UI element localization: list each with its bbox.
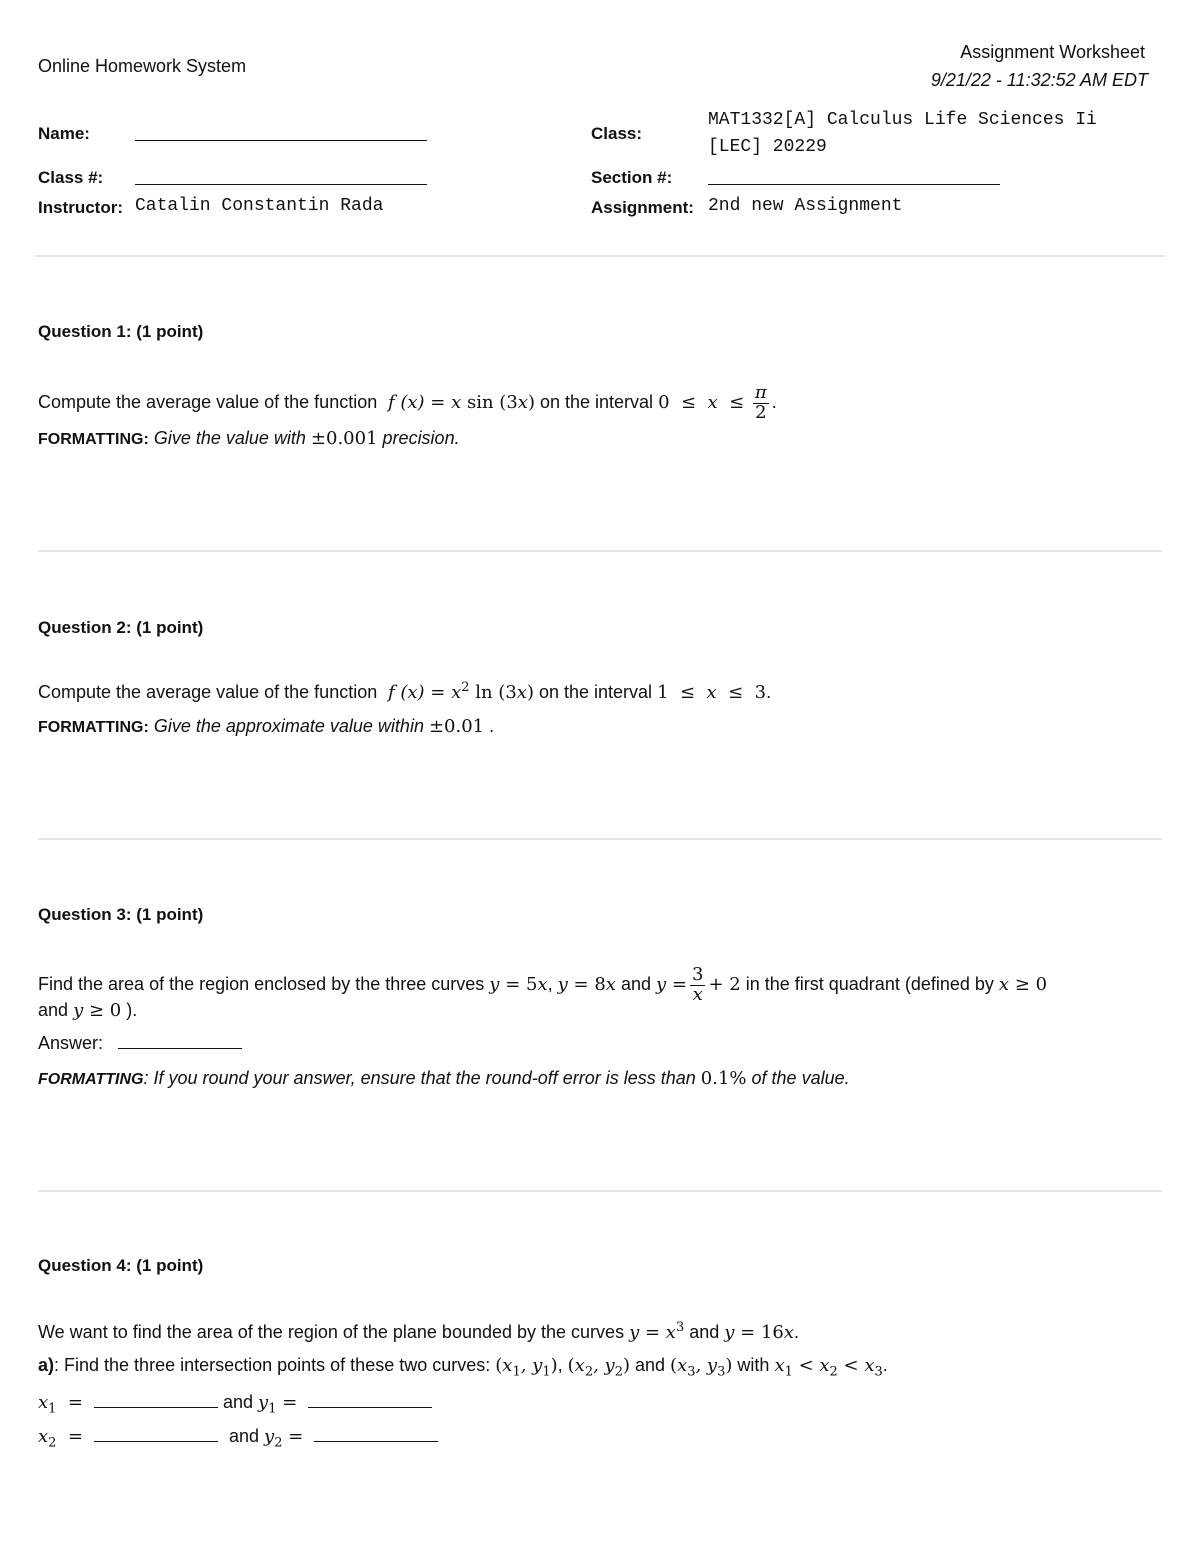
class-value-line1: MAT1332[A] Calculus Life Sciences Ii: [708, 110, 1097, 130]
question-2-prompt: Compute the average value of the function: [38, 682, 378, 702]
assignment-label: Assignment:: [591, 198, 694, 217]
worksheet-timestamp: 9/21/22 - 11:32:52 AM EDT: [930, 70, 1148, 90]
instructor-label: Instructor:: [38, 198, 123, 217]
question-3-formatting: [38, 1068, 850, 1089]
question-4-point-1: ($x_1$, $y_1$): [495, 1355, 558, 1380]
question-1-text: Compute the average value of the function f (x) = x sin (3x) on the interval 0 ≤ x ≤ $\frac{\pi}{2}$ .: [38, 381, 777, 423]
question-1-function-math: f (x) = x sin (3x): [382, 392, 535, 413]
question-3-heading: Question 3: (1 point): [38, 905, 204, 924]
question-4-part-a-and: and: [634, 1355, 666, 1375]
section-blank: [708, 172, 1000, 185]
question-4-point-2: ($x_2$, $y_2$): [567, 1355, 630, 1380]
question-4-and: and: [689, 1322, 720, 1342]
question-1-heading: Question 1: (1 point): [38, 322, 204, 341]
question-2-precision-math: ±0.01: [428, 716, 485, 737]
question-3-formatting-label: FORMATTING: [38, 1071, 144, 1088]
question-4-y1-blank[interactable]: [308, 1395, 432, 1408]
question-4-text: We want to find the area of the region of the plane bounded by the curves $y = x^3$ and y = 16x.: [38, 1320, 800, 1343]
name-blank: [135, 128, 427, 141]
question-4-curve-1: $y = x^3$: [629, 1320, 685, 1343]
question-divider-1: [38, 550, 1162, 552]
question-3-percent-math: 0.1%: [700, 1068, 747, 1089]
question-2-function-math: f $(x) = x^2$ ln (3x): [382, 680, 534, 703]
question-3-text-line2: [38, 1000, 137, 1021]
question-4-y1-label: $y_1$ =: [258, 1392, 298, 1417]
question-4-y2-label: $y_2$ =: [264, 1426, 304, 1451]
question-divider-2: [38, 838, 1162, 840]
question-2-formatting: FORMATTING: Give the approximate value within ±0.01 .: [38, 716, 495, 737]
question-3-x-condition: x ≥ 0: [998, 974, 1048, 995]
question-1-formatting-text: Give the value with: [153, 428, 306, 448]
class-value-line2: [LEC] 20229: [708, 137, 827, 157]
question-divider-3: [38, 1190, 1162, 1192]
question-1-formatting-end: precision.: [382, 428, 460, 448]
question-4-prompt: We want to find the area of the region of the plane bounded by the curves: [38, 1322, 625, 1342]
question-4-x2-blank[interactable]: [94, 1429, 218, 1442]
question-3-line2-and: and: [38, 1000, 69, 1020]
instructor-value: Catalin Constantin Rada: [135, 196, 384, 216]
question-4-part-a: a): Find the three intersection points of these two curves: ($x_1$, $y_1$), ($x_2$, $y_2$) and ($x_3$, $y_3$) with $x_1 < x_2 < x_3$.: [38, 1355, 888, 1380]
question-3-text: Find the area of the region enclosed by the three curves y = 5x, y = 8x and y = $\frac{3}{x}$ + 2 in the first quadrant (defined by x ≥ 0: [38, 963, 1048, 1005]
question-3-formatting-text: : If you round your answer, ensure that the round-off error is less than: [143, 1068, 696, 1088]
question-3-quadrant-text: in the first quadrant (defined by: [745, 974, 994, 994]
question-2-interval-text: on the interval: [538, 682, 653, 702]
section-label: Section #:: [591, 168, 673, 187]
class-number-label: Class #:: [38, 168, 104, 187]
question-4-part-a-text: : Find the three intersection points of these two curves:: [54, 1355, 491, 1375]
question-3-y-condition: y ≥ 0: [73, 1000, 122, 1021]
assignment-value: 2nd new Assignment: [708, 196, 903, 216]
question-3-prompt: Find the area of the region enclosed by the three curves: [38, 974, 485, 994]
question-3-curve-2: y = 8x: [557, 974, 616, 995]
name-label: Name:: [38, 124, 90, 143]
question-4-x1-label: $x_1$ =: [38, 1392, 83, 1417]
question-4-row-2: [38, 1426, 438, 1451]
question-2-formatting-text: Give the approximate value within: [153, 716, 424, 736]
question-3-answer-label: Answer:: [38, 1033, 104, 1053]
question-3-answer-row: [38, 1033, 242, 1054]
question-3-answer-blank[interactable]: [118, 1036, 242, 1049]
question-4-row-2-and: and: [228, 1426, 260, 1446]
question-1-formatting-label: FORMATTING:: [38, 431, 149, 448]
question-4-part-a-label: a): [38, 1355, 55, 1375]
class-label: Class:: [591, 124, 643, 143]
worksheet-title: Assignment Worksheet: [960, 42, 1145, 62]
question-4-part-a-with: with: [737, 1355, 770, 1375]
question-4-heading: Question 4: (1 point): [38, 1256, 204, 1275]
question-4-point-3: ($x_3$, $y_3$): [670, 1355, 733, 1380]
question-4-y2-blank[interactable]: [314, 1429, 438, 1442]
question-2-text: Compute the average value of the function f $(x) = x^2$ ln (3x) on the interval 1 ≤ x ≤ 3.: [38, 680, 772, 703]
class-number-blank: [135, 172, 427, 185]
question-3-and: and: [620, 974, 651, 994]
system-title: Online Homework System: [38, 56, 247, 76]
question-2-heading: Question 2: (1 point): [38, 618, 204, 637]
question-4-ordering: $x_1 < x_2 < x_3$: [774, 1355, 883, 1380]
question-1-interval-math: 0 ≤ x ≤ $\frac{\pi}{2}$: [658, 381, 767, 423]
question-2-interval-math: 1 ≤ x ≤ 3: [657, 682, 767, 703]
question-3-line2-end: ).: [126, 1000, 138, 1020]
question-3-formatting-end: of the value.: [751, 1068, 850, 1088]
question-4-row-1: [38, 1392, 432, 1417]
question-4-x2-label: $x_2$ =: [38, 1426, 83, 1451]
header-divider: [35, 255, 1165, 257]
question-1-interval-text: on the interval: [539, 392, 654, 412]
question-4-curve-2: y = 16x: [724, 1322, 795, 1343]
question-1-precision-math: ±0.001: [310, 428, 378, 449]
question-4-x1-blank[interactable]: [94, 1395, 218, 1408]
question-4-row-1-and: and: [222, 1392, 254, 1412]
question-2-formatting-label: FORMATTING:: [38, 719, 149, 736]
question-1-prompt: Compute the average value of the function: [38, 392, 378, 412]
question-3-curve-3: y = $\frac{3}{x}$ + 2: [656, 963, 741, 1005]
question-3-curve-1: y = 5x: [489, 974, 548, 995]
question-1-formatting: [38, 428, 460, 449]
